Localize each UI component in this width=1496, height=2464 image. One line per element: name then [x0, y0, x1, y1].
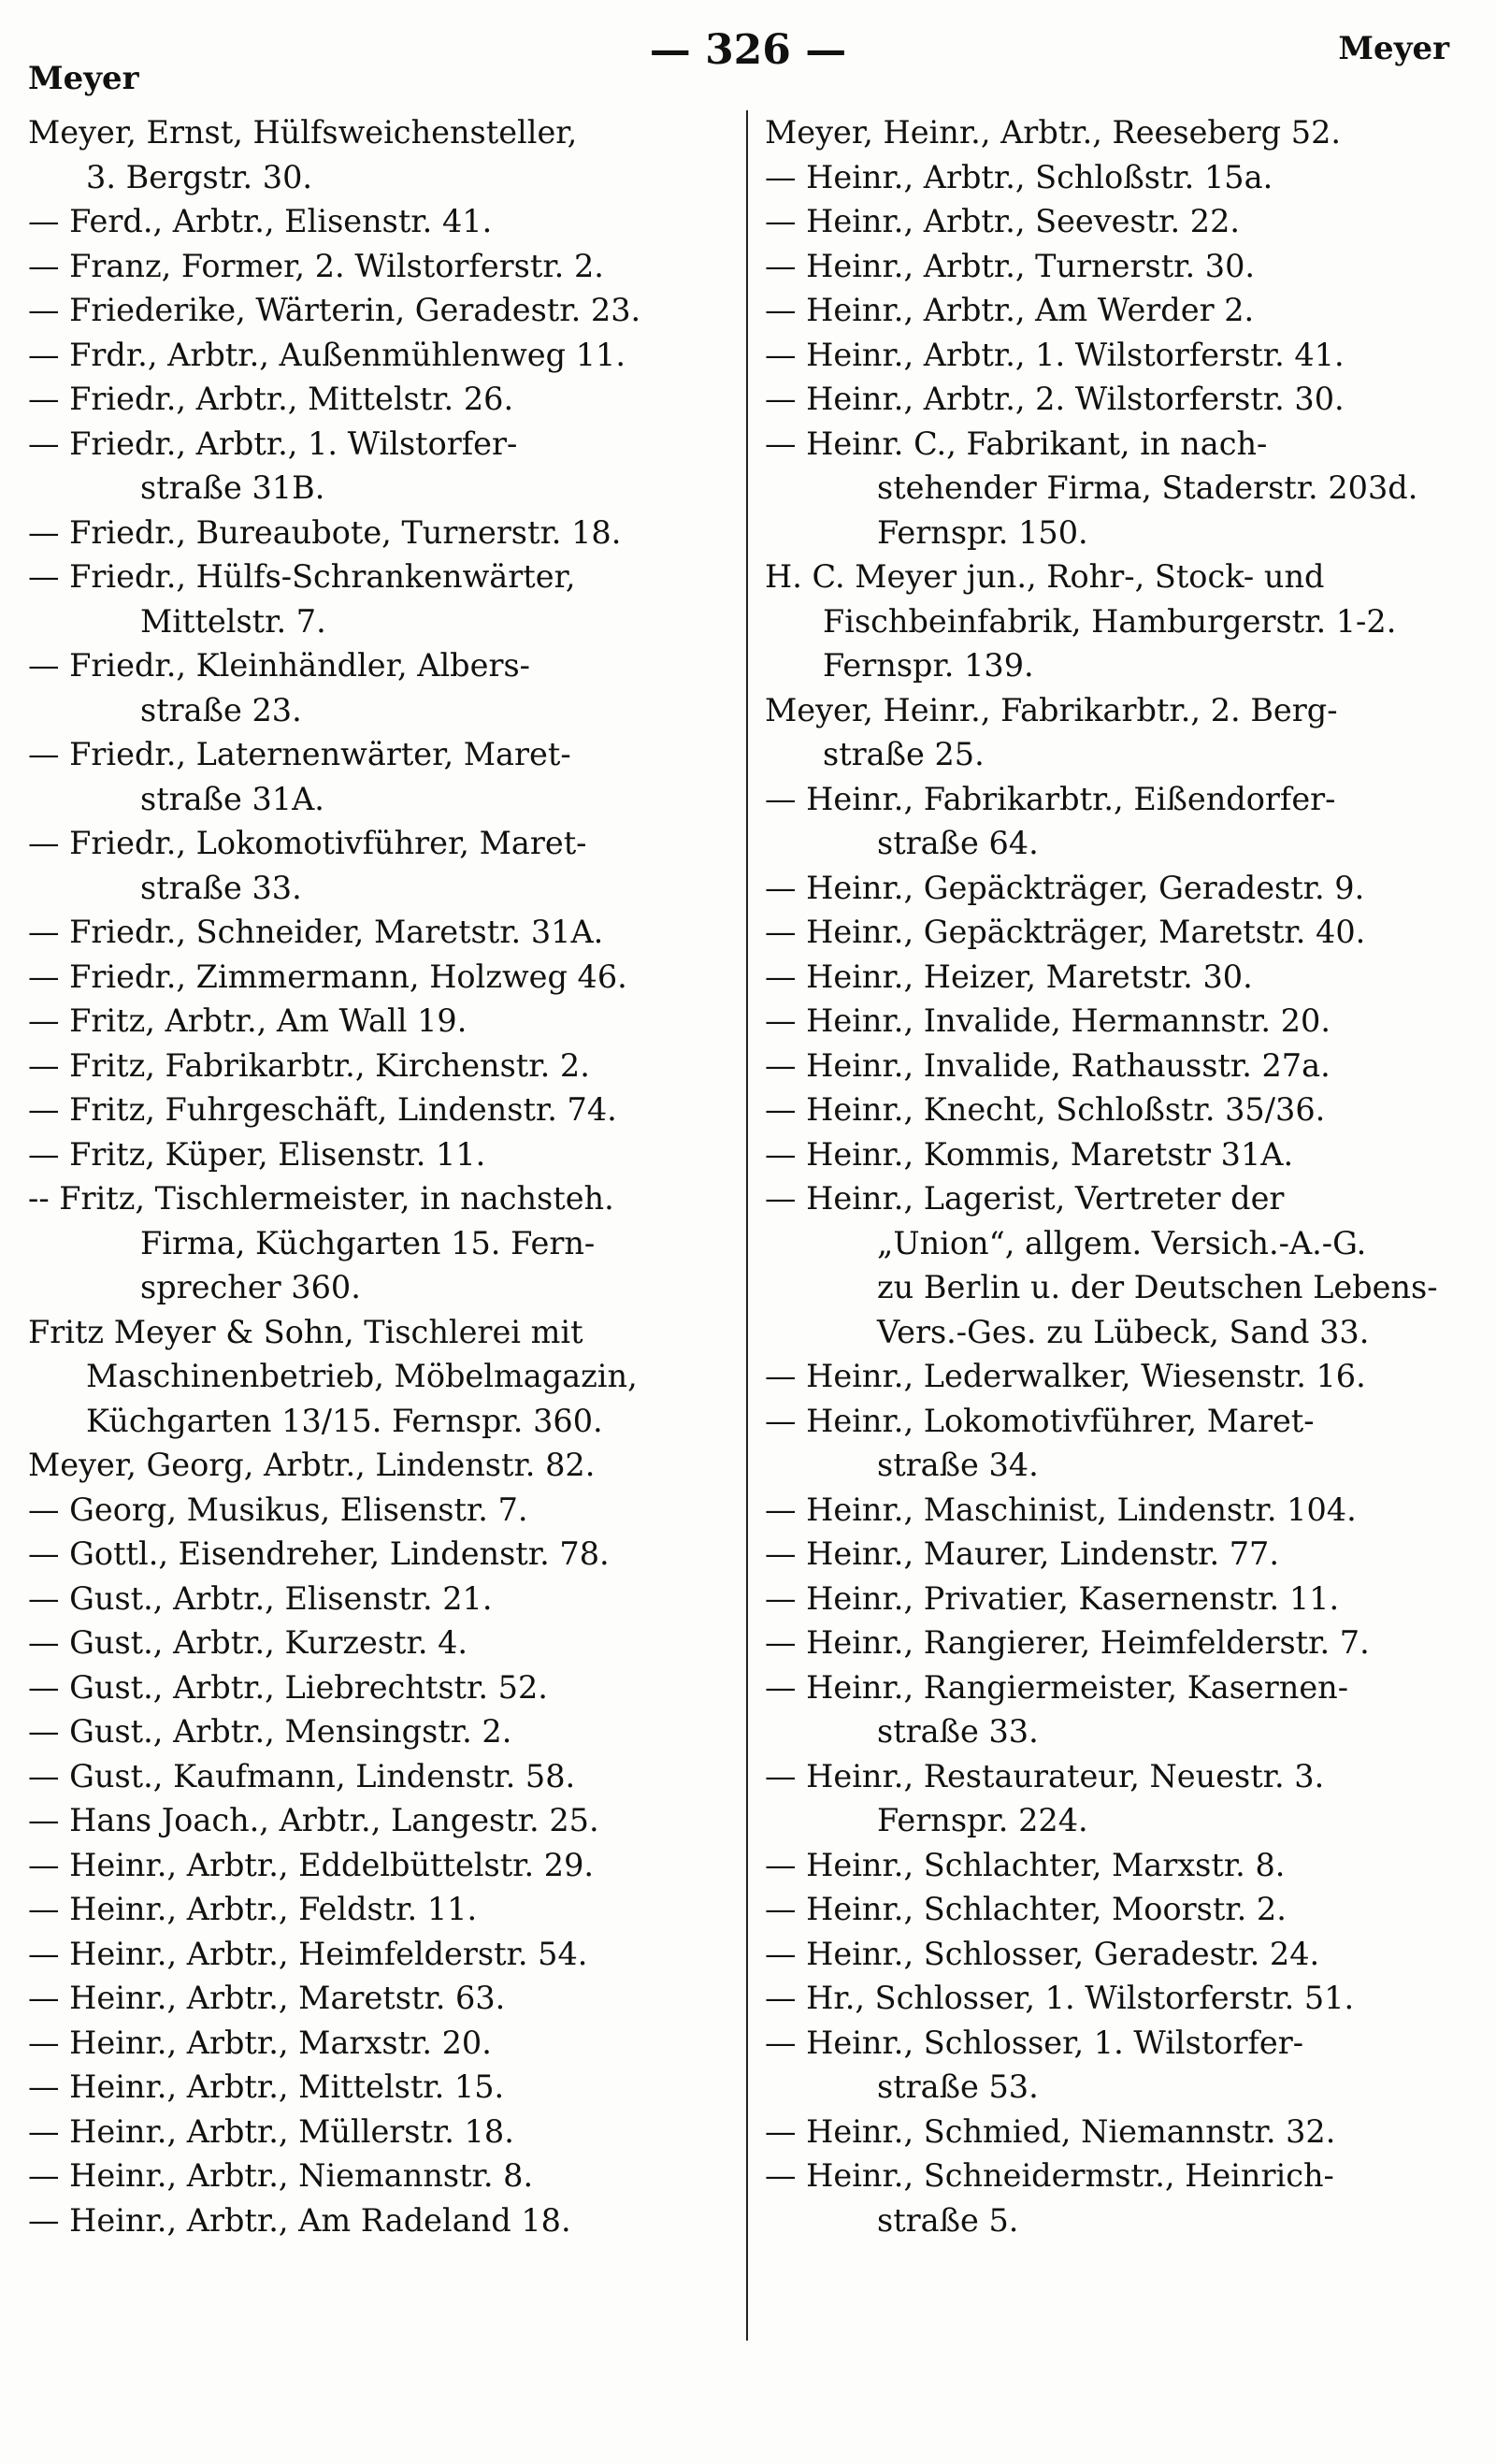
list-item: — Friedr., Arbtr., 1. Wilstorfer-: [28, 425, 518, 462]
list-item: — Gust., Kaufmann, Lindenstr. 58.: [28, 1757, 576, 1794]
list-item: — Heinr. C., Fabrikant, in nach-: [765, 425, 1268, 462]
list-item: — Gust., Arbtr., Liebrechtstr. 52.: [28, 1668, 548, 1706]
list-item: straße 25.: [823, 736, 985, 772]
list-item: — Heinr., Arbtr., Marxstr. 20.: [28, 2024, 492, 2061]
list-item: — Heinr., Arbtr., Müllerstr. 18.: [28, 2112, 514, 2150]
list-item: — Heinr., Arbtr., Seevestr. 22.: [765, 203, 1241, 239]
list-item: — Heinr., Rangiermeister, Kasernen-: [765, 1668, 1349, 1706]
page-header: [28, 19, 1468, 97]
list-item: Fischbeinfabrik, Hamburgerstr. 1-2.: [823, 602, 1397, 640]
list-item: Maschinenbetrieb, Möbelmagazin,: [86, 1358, 638, 1394]
list-item: — Heinr., Arbtr., 2. Wilstorferstr. 30.: [765, 381, 1345, 417]
list-item: — Heinr., Arbtr., Mittelstr. 15.: [28, 2068, 505, 2105]
list-item: Meyer, Heinr., Fabrikarbtr., 2. Berg-: [765, 691, 1338, 728]
list-item: Fritz Meyer & Sohn, Tischlerei mit: [28, 1313, 583, 1350]
list-item: — Gust., Arbtr., Kurzestr. 4.: [28, 1624, 468, 1661]
list-item: — Franz, Former, 2. Wilstorferstr. 2.: [28, 247, 604, 284]
list-item: — Frdr., Arbtr., Außenmühlenweg 11.: [28, 336, 626, 373]
list-item: — Heinr., Lederwalker, Wiesenstr. 16.: [765, 1358, 1366, 1394]
list-item: straße 31A.: [140, 780, 324, 817]
list-item: — Heinr., Kommis, Maretstr 31A.: [765, 1135, 1294, 1173]
list-item: — Heinr., Maschinist, Lindenstr. 104.: [765, 1491, 1357, 1528]
list-item: — Heinr., Privatier, Kasernenstr. 11.: [765, 1579, 1340, 1617]
list-item: — Heinr., Arbtr., Turnerstr. 30.: [765, 247, 1256, 284]
list-item: — Heinr., Schlosser, Geradestr. 24.: [765, 1935, 1320, 1972]
list-item: — Heinr., Fabrikarbtr., Eißendorfer-: [765, 780, 1336, 817]
right-column: [748, 110, 1468, 2445]
list-item: 3. Bergstr. 30.: [86, 158, 313, 195]
list-item: zu Berlin u. der Deutschen Lebens-: [877, 1269, 1438, 1305]
list-item: — Ferd., Arbtr., Elisenstr. 41.: [28, 203, 493, 239]
list-item: — Heinr., Arbtr., Schloßstr. 15a.: [765, 158, 1273, 195]
list-item: — Heinr., Maurer, Lindenstr. 77.: [765, 1535, 1280, 1572]
list-item: — Heinr., Arbtr., Niemannstr. 8.: [28, 2157, 534, 2194]
list-item: straße 5.: [877, 2201, 1019, 2239]
list-item: straße 23.: [140, 691, 302, 728]
list-item: H. C. Meyer jun., Rohr-, Stock- und: [765, 558, 1325, 595]
list-item: straße 34.: [877, 1447, 1039, 1483]
list-item: — Heinr., Lokomotivführer, Maret-: [765, 1402, 1315, 1439]
list-item: — Friedr., Kleinhändler, Albers-: [28, 647, 530, 684]
list-item: straße 31B.: [140, 469, 325, 506]
list-item: Küchgarten 13/15. Fernspr. 360.: [86, 1402, 603, 1439]
list-item: — Heinr., Arbtr., Heimfelderstr. 54.: [28, 1935, 588, 1972]
list-item: — Heinr., Schmied, Niemannstr. 32.: [765, 2112, 1336, 2150]
list-item: — Friedr., Schneider, Maretstr. 31A.: [28, 914, 604, 950]
list-item: sprecher 360.: [140, 1269, 361, 1305]
list-item: straße 53.: [877, 2068, 1039, 2105]
list-item: — Gottl., Eisendreher, Lindenstr. 78.: [28, 1535, 610, 1572]
list-item: — Friedr., Bureaubote, Turnerstr. 18.: [28, 513, 622, 551]
list-item: — Heinr., Gepäckträger, Geradestr. 9.: [765, 869, 1365, 906]
list-item: — Friederike, Wärterin, Geradestr. 23.: [28, 292, 641, 328]
list-item: — Fritz, Küper, Elisenstr. 11.: [28, 1135, 486, 1173]
list-item: — Heinr., Arbtr., Maretstr. 63.: [28, 1980, 506, 2016]
list-item: — Heinr., Schlachter, Moorstr. 2.: [765, 1891, 1287, 1927]
list-item: — Heinr., Gepäckträger, Maretstr. 40.: [765, 914, 1366, 950]
list-item: — Heinr., Schneidermstr., Heinrich-: [765, 2157, 1334, 2194]
list-item: Meyer, Georg, Arbtr., Lindenstr. 82.: [28, 1447, 596, 1483]
list-item: — Heinr., Invalide, Rathausstr. 27a.: [765, 1046, 1331, 1084]
list-item: Meyer, Heinr., Arbtr., Reeseberg 52.: [765, 114, 1342, 151]
list-item: — Heinr., Arbtr., Am Radeland 18.: [28, 2201, 571, 2239]
list-item: — Heinr., Arbtr., Feldstr. 11.: [28, 1891, 478, 1927]
list-item: — Heinr., Schlosser, 1. Wilstorfer-: [765, 2024, 1304, 2061]
list-item: — Heinr., Arbtr., Eddelbüttelstr. 29.: [28, 1846, 595, 1883]
list-item: Mittelstr. 7.: [140, 602, 326, 640]
list-item: Fernspr. 150.: [877, 513, 1088, 551]
list-item: Fernspr. 224.: [877, 1802, 1088, 1838]
list-item: -- Fritz, Tischlermeister, in nachsteh.: [28, 1180, 614, 1217]
left-column: [28, 110, 748, 2341]
list-item: — Friedr., Hülfs-Schrankenwärter,: [28, 558, 576, 595]
list-item: — Heinr., Knecht, Schloßstr. 35/36.: [765, 1091, 1326, 1128]
list-item: — Gust., Arbtr., Mensingstr. 2.: [28, 1713, 512, 1750]
page-number: — 326 —: [649, 26, 847, 74]
list-item: — Heinr., Lagerist, Vertreter der: [765, 1180, 1285, 1217]
list-item: — Fritz, Arbtr., Am Wall 19.: [28, 1002, 468, 1039]
list-item: — Heinr., Arbtr., 1. Wilstorferstr. 41.: [765, 336, 1345, 373]
list-item: straße 64.: [877, 825, 1039, 861]
list-item: „Union“, allgem. Versich.-A.-G.: [877, 1224, 1367, 1261]
list-item: — Gust., Arbtr., Elisenstr. 21.: [28, 1579, 493, 1617]
list-item: Vers.-Ges. zu Lübeck, Sand 33.: [877, 1313, 1370, 1350]
list-item: — Friedr., Arbtr., Mittelstr. 26.: [28, 381, 514, 417]
running-head-left: Meyer: [28, 60, 139, 97]
list-item: — Heinr., Arbtr., Am Werder 2.: [765, 292, 1255, 328]
list-item: — Heinr., Heizer, Maretstr. 30.: [765, 958, 1253, 995]
list-item: — Heinr., Rangierer, Heimfelderstr. 7.: [765, 1624, 1370, 1661]
list-item: — Fritz, Fuhrgeschäft, Lindenstr. 74.: [28, 1091, 617, 1128]
list-item: Fernspr. 139.: [823, 647, 1034, 684]
running-head-right: Meyer: [1338, 30, 1449, 67]
list-item: Meyer, Ernst, Hülfsweichensteller,: [28, 114, 578, 151]
list-item: straße 33.: [140, 869, 302, 906]
list-item: — Friedr., Zimmermann, Holzweg 46.: [28, 958, 627, 995]
two-column-listing: [28, 110, 1468, 2445]
list-item: — Georg, Musikus, Elisenstr. 7.: [28, 1491, 528, 1528]
list-item: — Heinr., Invalide, Hermannstr. 20.: [765, 1002, 1331, 1039]
list-item: — Heinr., Schlachter, Marxstr. 8.: [765, 1846, 1286, 1883]
list-item: — Heinr., Restaurateur, Neuestr. 3.: [765, 1757, 1325, 1794]
list-item: — Fritz, Fabrikarbtr., Kirchenstr. 2.: [28, 1046, 590, 1084]
list-item: stehender Firma, Staderstr. 203d.: [877, 469, 1418, 506]
list-item: Firma, Küchgarten 15. Fern-: [140, 1224, 596, 1261]
list-item: — Friedr., Lokomotivführer, Maret-: [28, 825, 587, 861]
list-item: — Hr., Schlosser, 1. Wilstorferstr. 51.: [765, 1980, 1355, 2016]
list-item: — Friedr., Laternenwärter, Maret-: [28, 736, 571, 772]
list-item: straße 33.: [877, 1713, 1039, 1750]
list-item: — Hans Joach., Arbtr., Langestr. 25.: [28, 1802, 599, 1838]
